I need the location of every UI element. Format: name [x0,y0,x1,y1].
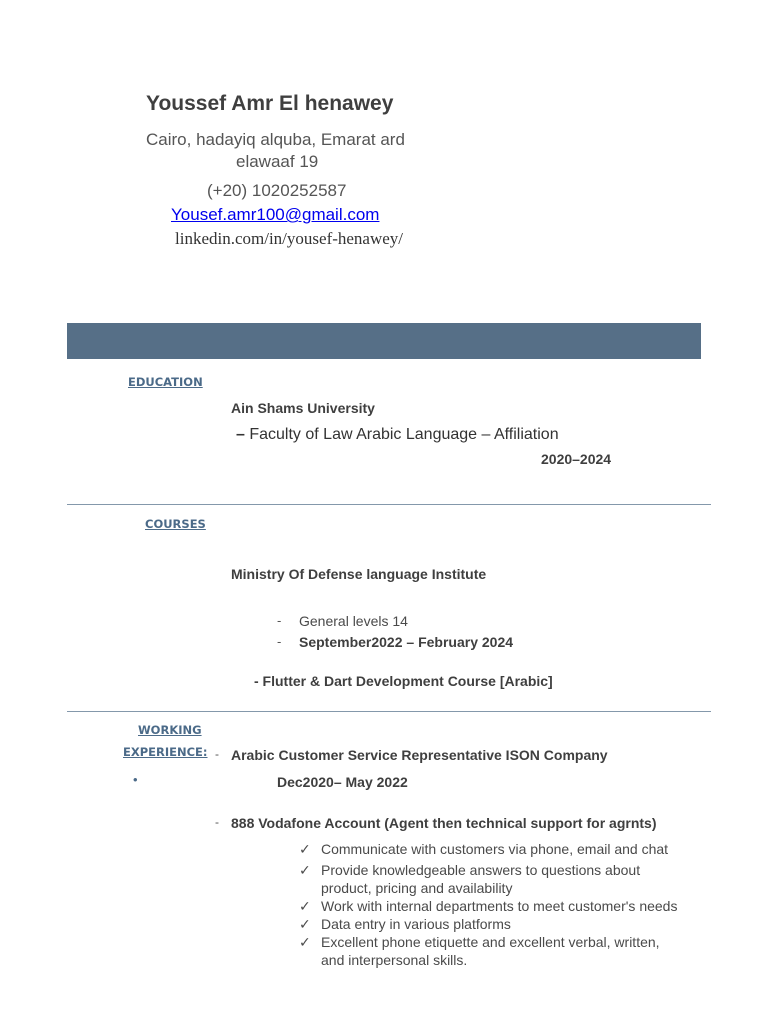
duty-text-continued: product, pricing and availability [321,880,513,896]
check-icon: ✓ [299,898,311,914]
course-item-levels: General levels 14 [299,613,408,629]
duty-text: Communicate with customers via phone, email and chat [321,841,669,857]
faculty-text: Faculty of Law Arabic Language – Affiliation [249,426,559,443]
check-icon: ✓ [299,841,311,857]
faculty-dash: – [236,426,245,443]
duty-text: Provide knowledgeable answers to questions about [321,862,641,878]
section-divider [67,504,711,505]
duty-item [299,862,640,879]
section-divider [67,711,711,712]
candidate-name: Youssef Amr El henawey [146,92,394,115]
course-item-dates: September2022 – February 2024 [299,634,514,650]
experience-heading-line2: EXPERIENCE: [123,745,208,759]
address-line-2: elawaaf 19 [236,152,319,171]
job-title-vodafone: 888 Vodafone Account (Agent then technical support for agrnts) [231,815,657,831]
email-link[interactable]: Yousef.amr100@gmail.com [171,205,380,224]
course-item-bullet: - [277,634,282,649]
duty-item [299,898,677,915]
job-dates-ison: Dec2020– May 2022 [277,774,408,790]
check-icon: ✓ [299,862,311,878]
address-line-1: Cairo, hadayiq alquba, Emarat ard [146,130,405,149]
course-institute: Ministry Of Defense language Institute [231,566,487,582]
check-icon: ✓ [299,916,311,932]
duty-text-continued: and interpersonal skills. [321,952,468,968]
course-flutter: - Flutter & Dart Development Course [Arabic] [254,673,553,689]
phone-number: (+20) 1020252587 [207,181,347,200]
duty-text: Excellent phone etiquette and excellent verbal, written, [321,934,660,950]
duty-item [299,916,511,933]
linkedin-url: linkedin.com/in/yousef-henawey/ [175,229,404,248]
duty-text: Data entry in various platforms [321,916,511,932]
course-item-bullet: - [277,613,282,628]
section-banner [67,323,701,359]
duty-item [299,934,660,951]
job-bullet: - [215,747,219,761]
duty-item [299,841,668,858]
experience-heading-line1: WORKING [138,723,202,737]
university-name: Ain Shams University [231,400,375,416]
job-bullet: - [215,815,219,829]
duty-text: Work with internal departments to meet customer's needs [321,898,678,914]
education-heading: EDUCATION [128,375,203,389]
education-years: 2020–2024 [541,451,612,467]
courses-heading: COURSES [145,517,206,531]
bullet-dot-icon: • [133,772,138,787]
job-title-ison: Arabic Customer Service Representative ISON Company [231,747,608,763]
check-icon: ✓ [299,934,311,950]
faculty-line [236,426,559,444]
